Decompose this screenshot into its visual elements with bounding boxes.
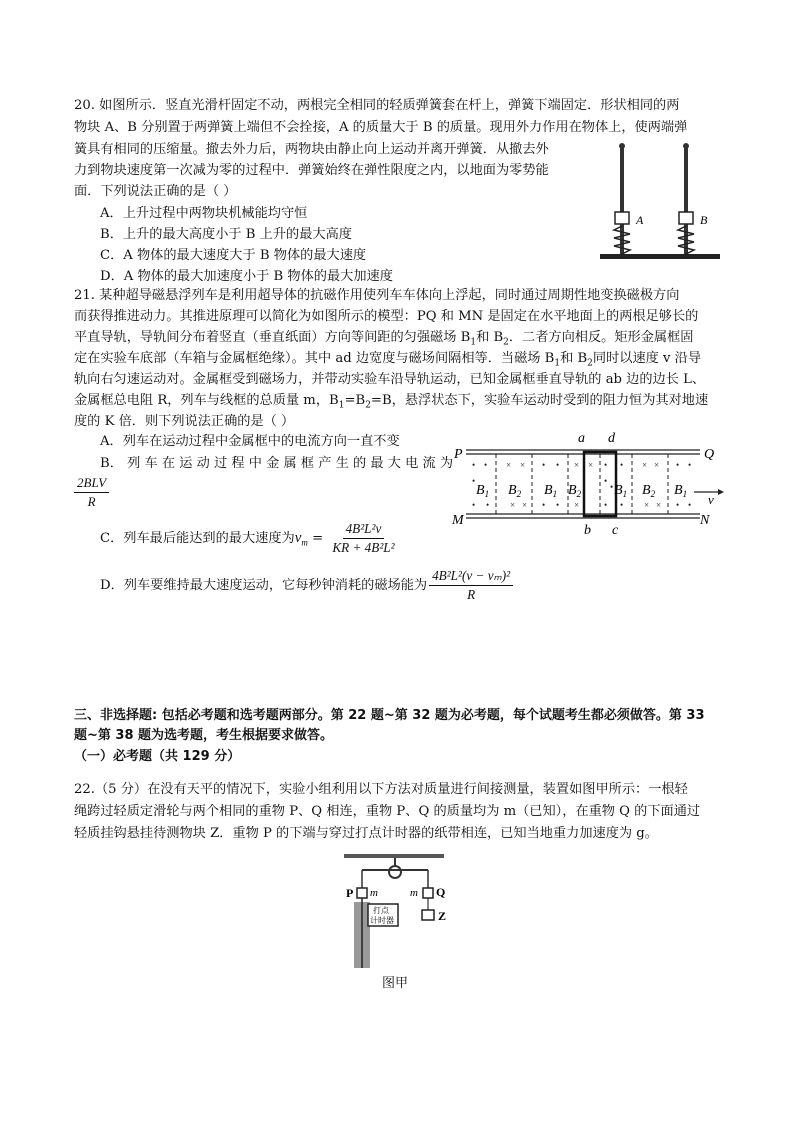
q21-maglev-figure (448, 428, 730, 540)
q20-line-2: 物块 A、B 分别置于两弹簧上端但不会拴接，A 的质量大于 B 的质量。现用外力作用在物体上，使两端弹 (74, 120, 688, 135)
field-markers (472, 460, 691, 510)
svg-text:•: • (688, 500, 692, 510)
svg-text:•: • (688, 460, 692, 470)
label-a: A (636, 213, 644, 227)
q20-option-c: C．A 物体的最大速度大于 B 物体的最大速度 (100, 248, 367, 263)
label-q: Q (704, 447, 715, 462)
q21-option-b: B． 列 车 在 运 动 过 程 中 金 属 框 产 生 的 最 大 电 流 为 (100, 456, 454, 471)
section-3-heading-line-2: 题~第 38 题为选考题，考生根据要求做答。 (74, 728, 334, 743)
q21-line-3: 平直导轨，导轨间分布着竖直（垂直纸面）方向等间距的匀强磁场 $B_1$和 $B_2$．二者方向相反。矩形金属框固 (74, 330, 694, 348)
timer-label-1: 打点 (373, 906, 389, 915)
section-3-heading-line-1: 三、非选择题: 包括必考题和选考题两部分。第 22 题~第 32 题为必考题，每个试题考生都必须做答。第 33 (74, 708, 705, 723)
label-d-point: d (608, 431, 615, 446)
block-z (422, 910, 434, 920)
svg-text:B2: $B_2$ (642, 483, 656, 499)
q20-line-4: 力到物块速度第一次减为零的过程中．弹簧始终在弹性限度之内，以地面为零势能 (74, 163, 549, 178)
svg-text:•: • (620, 500, 624, 510)
q21-line-5: 轨向右匀速运动对。金属框受到磁场力，并带动实验车沿导轨运动，已知金属框垂直导轨的 ab 边的边长 L、 (74, 372, 706, 387)
svg-text:×: × (574, 500, 580, 510)
q21-line-4: 定在实验车底部（车箱与金属框绝缘）。其中 ad 边宽度与磁场间隔相等．当磁场 $B_1$和 $B_2$同时以速度 v 沿导 (74, 351, 702, 369)
q22-pulley-figure (340, 852, 450, 970)
q21-option-c: C．列车最后能达到的最大速度为$v_m$ = $\frac{\text{4B²L²v}}{\text{KR + 4B²L²}}$ (100, 521, 395, 555)
svg-text:×: × (510, 500, 516, 510)
field-labels (476, 483, 687, 499)
svg-text:•: • (604, 500, 608, 510)
svg-text:•: • (486, 500, 490, 510)
svg-text:×: × (588, 460, 594, 470)
svg-text:•: • (542, 500, 546, 510)
q20-spring-figure (596, 140, 724, 262)
q20-option-b: B．上升的最大高度小于 B 上升的最大高度 (100, 227, 352, 242)
timer-label-2: 计时器 (370, 916, 394, 925)
q21-line-1: 21. 某种超导磁悬浮列车是利用超导体的抗磁作用使列车车体向上浮起，同时通过周期性地变换磁极方向 (74, 288, 680, 303)
svg-text:•: • (620, 460, 624, 470)
label-b: B (700, 213, 708, 227)
q21-option-b-fraction: $\frac{\text{2BLV}}{R}$ (72, 474, 111, 511)
svg-text:×: × (656, 500, 662, 510)
svg-text:•: • (676, 500, 680, 510)
svg-text:B1: $B_1$ (544, 483, 558, 499)
svg-text:•: • (472, 476, 476, 486)
label-m-p: m (370, 887, 378, 899)
svg-text:B2: $B_2$ (508, 483, 522, 499)
ground-base (600, 254, 720, 259)
svg-text:•: • (556, 500, 560, 510)
q20-option-d: D．A 物体的最大加速度小于 B 物体的最大加速度 (100, 269, 393, 284)
label-n: N (700, 513, 710, 528)
q20-option-a: A．上升过程中两物块机械能均守恒 (100, 206, 308, 221)
q20-line-3: 簧具有相同的压缩量。撤去外力后，两物块由静止向上运动并离开弹簧．从撤去外 (74, 142, 549, 157)
pulley (389, 866, 401, 878)
svg-text:B1: $B_1$ (614, 483, 628, 499)
label-b-point: b (584, 523, 591, 538)
label-m: M (452, 513, 464, 528)
q22-line-2: 绳跨过轻质定滑轮与两个相同的重物 P、Q 相连，重物 P、Q 的质量均为 m（已知），在重物 Q 的下面通过 (74, 804, 701, 819)
label-c-point: c (612, 523, 619, 538)
label-p: P (454, 447, 463, 462)
svg-text:×: × (644, 500, 650, 510)
weight-q (423, 888, 433, 898)
q20-line-5: 面．下列说法正确的是（ ） (74, 184, 237, 199)
weight-p (357, 888, 367, 898)
q21-option-d: D．列车要维持最大速度运动，它每秒钟消耗的磁场能为 $\frac{\text{4B²L²(v − vₘ)²}}{R}$ (100, 567, 515, 604)
q22-line-1: 22.（5 分）在没有天平的情况下，实验小组利用以下方法对质量进行间接测量，装置如图甲所示：一根轻 (74, 782, 688, 797)
svg-text:•: • (604, 460, 608, 470)
svg-text:•: • (484, 460, 488, 470)
q22-figure-caption: 图甲 (382, 976, 409, 991)
svg-text:•: • (556, 460, 560, 470)
q21-line-2: 而获得推进动力。其推进原理可以简化为如图所示的模型：PQ 和 MN 是固定在水平地面上的两根足够长的 (74, 309, 699, 324)
label-z: Z (438, 909, 447, 923)
block-b (679, 212, 693, 224)
svg-text:•: • (604, 476, 608, 486)
q21-option-a: A．列车在运动过程中金属框中的电流方向一直不变 (100, 434, 400, 449)
block-a (615, 212, 629, 224)
svg-text:B1: $B_1$ (674, 483, 688, 499)
svg-text:×: × (522, 500, 528, 510)
label-q: Q (436, 885, 446, 899)
label-a-point: a (578, 431, 585, 446)
section-3-subheading: （一）必考题（共 129 分） (74, 749, 241, 764)
svg-text:•: • (610, 482, 614, 492)
svg-text:×: × (506, 460, 512, 470)
svg-text:•: • (542, 460, 546, 470)
svg-text:×: × (574, 460, 580, 470)
svg-text:•: • (472, 460, 476, 470)
label-m-q: m (410, 887, 418, 899)
q22-line-3: 轻质挂钩悬挂待测物块 Z．重物 P 的下端与穿过打点计时器的纸带相连，已知当地重力加速度为 g。 (74, 826, 658, 841)
svg-text:B2: $B_2$ (568, 483, 582, 499)
svg-text:×: × (654, 460, 660, 470)
q20-line-1: 20. 如图所示．竖直光滑杆固定不动，两根完全相同的轻质弹簧套在杆上，弹簧下端固定．形状相同的两 (74, 98, 680, 113)
q21-line-6: 金属框总电阻 R，列车与线框的总质量 m，$B_1=B_2=B$，悬浮状态下，实验车运动时受到的阻力恒为其对地速 (74, 393, 709, 411)
ceiling (344, 854, 444, 858)
svg-text:B1: $B_1$ (476, 483, 490, 499)
svg-text:×: × (642, 460, 648, 470)
svg-text:•: • (676, 460, 680, 470)
q21-line-7: 度的 K 倍．则下列说法正确的是（ ） (74, 414, 295, 429)
label-p: P (346, 886, 354, 900)
label-v: v (708, 492, 714, 507)
svg-text:×: × (520, 460, 526, 470)
svg-text:•: • (472, 500, 476, 510)
